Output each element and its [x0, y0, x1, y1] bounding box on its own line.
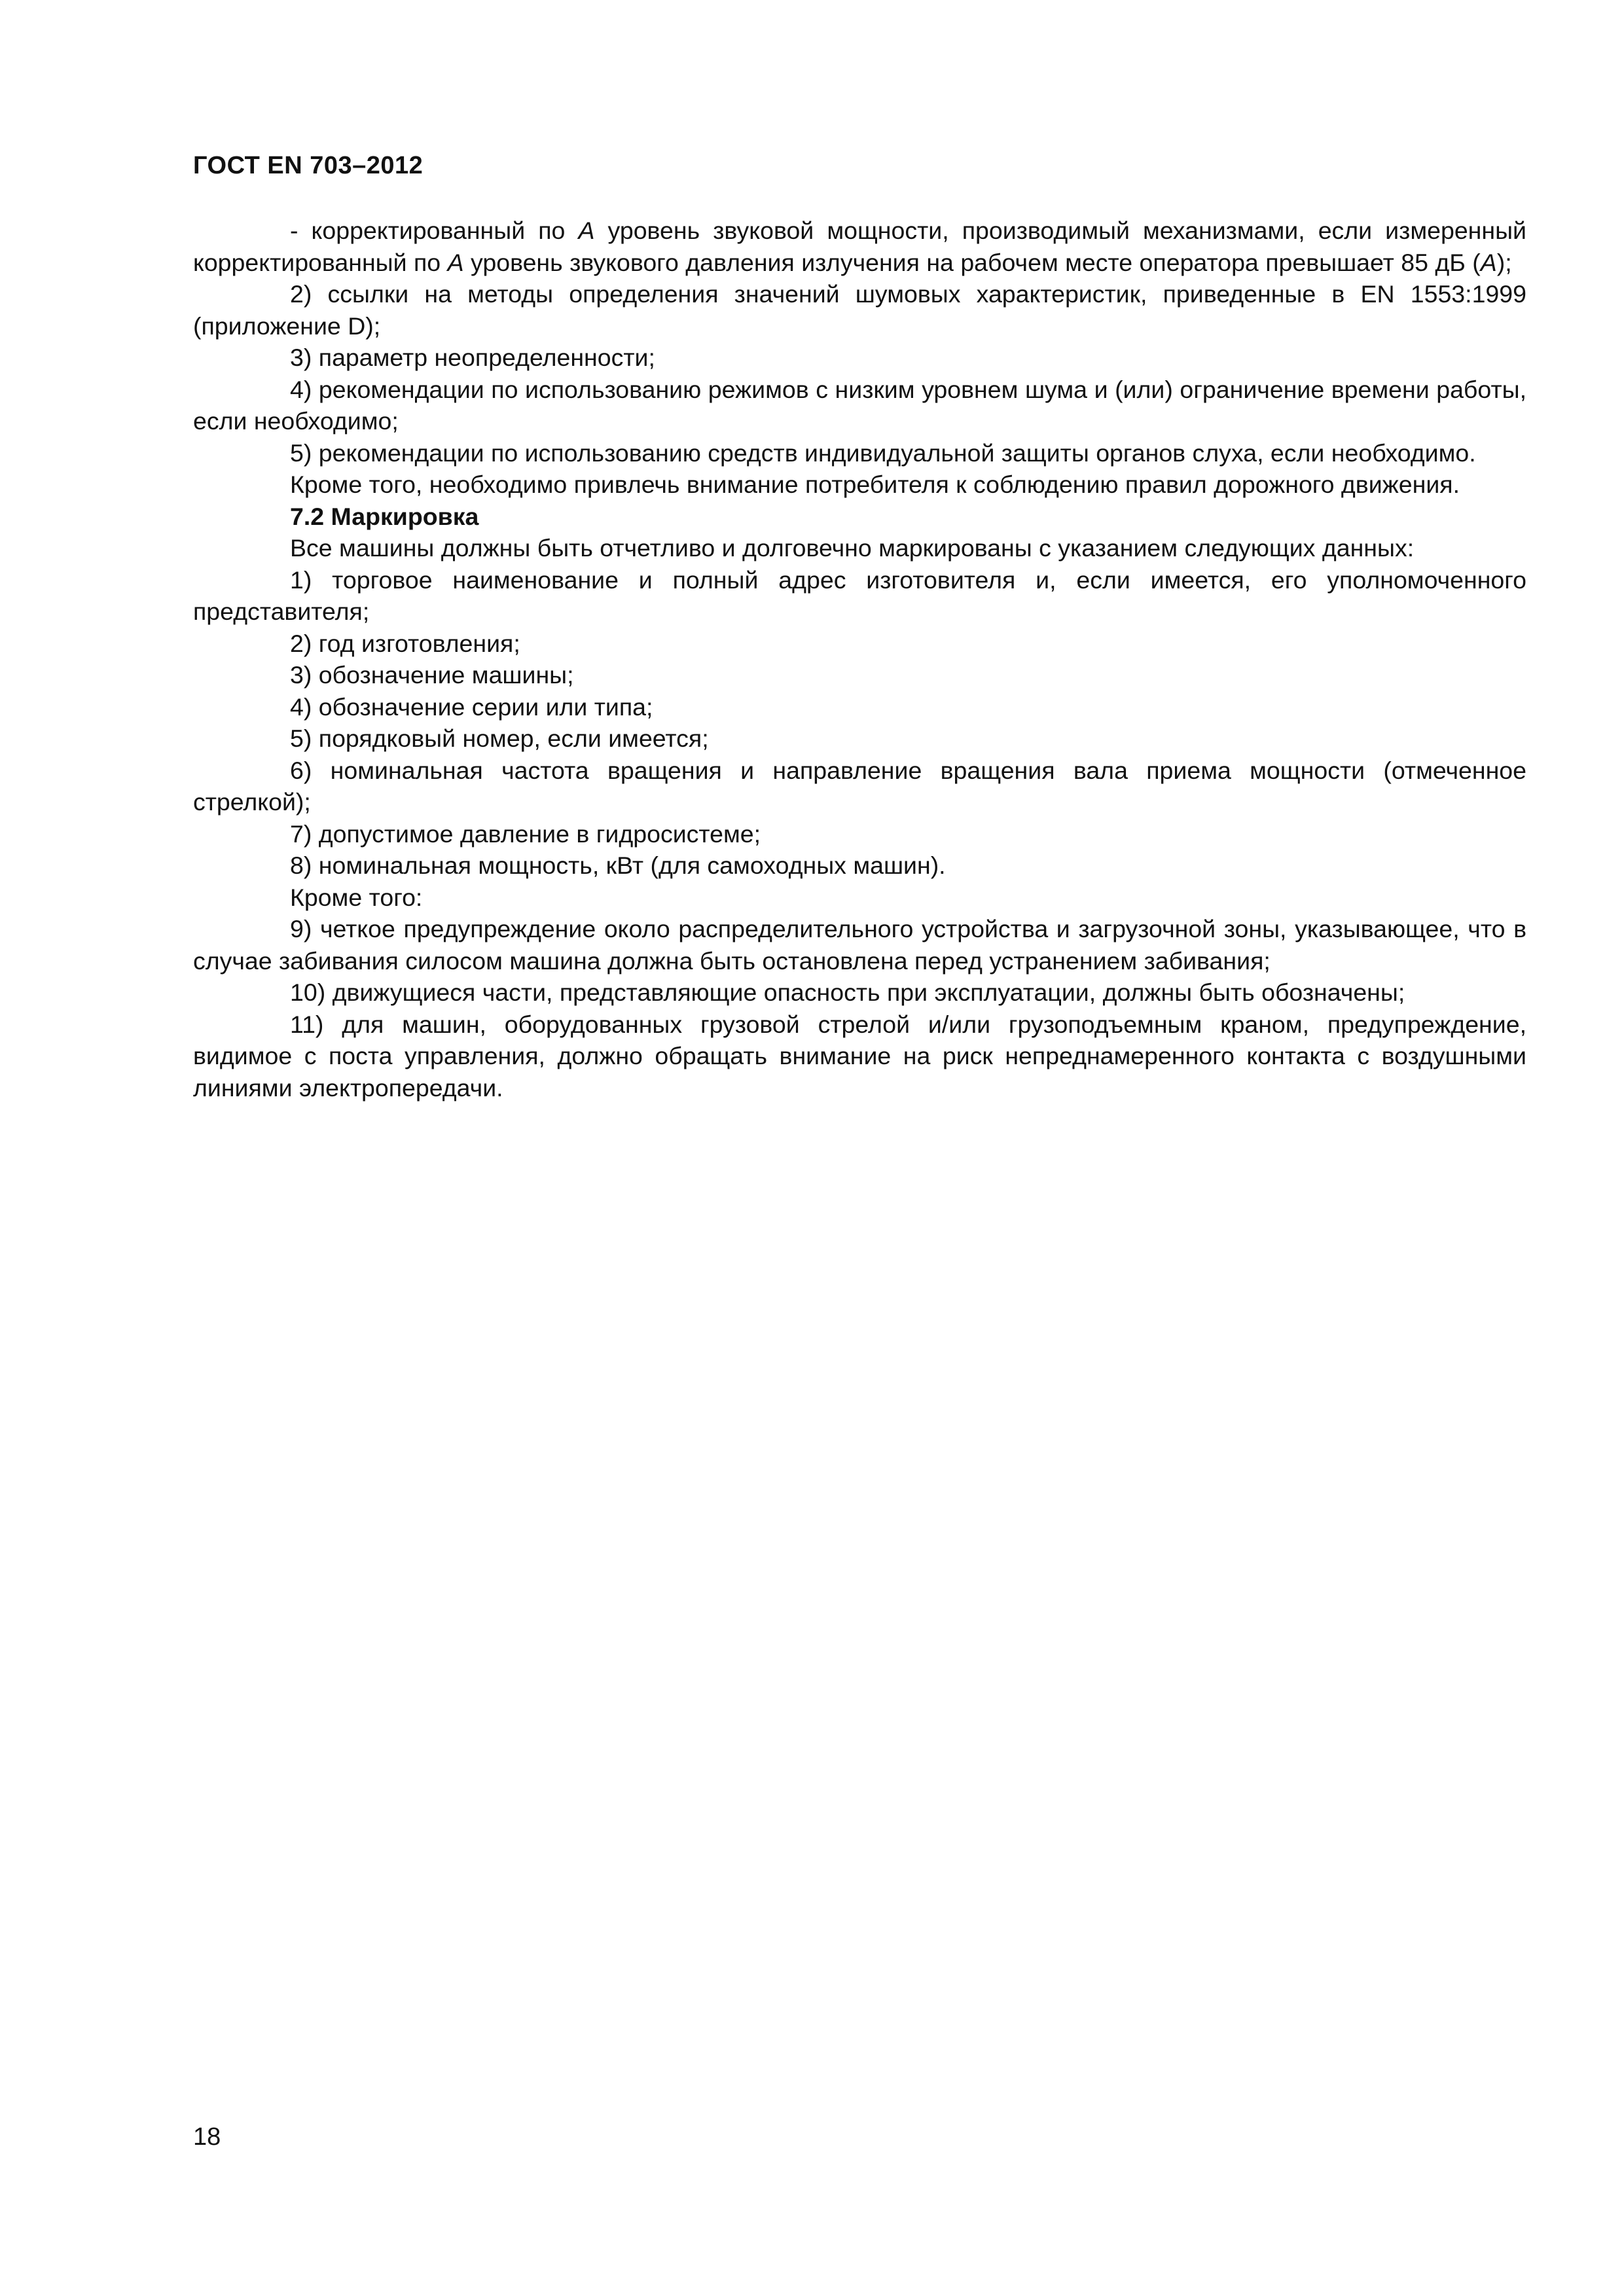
paragraph: [193, 913, 1526, 977]
page-number: 18: [193, 2123, 221, 2151]
text-segment: 3) обозначение машины;: [290, 661, 574, 689]
paragraph: [193, 215, 1526, 278]
text-segment: 5) порядковый номер, если имеется;: [290, 725, 709, 752]
text-segment: 6) номинальная частота вращения и направление вращения вала приема мощности (отмеченное стрелкой);: [193, 756, 1526, 816]
document-header: ГОСТ EN 703–2012: [193, 152, 424, 179]
document-body: [193, 215, 1526, 1103]
paragraph: [193, 437, 1526, 469]
text-segment: 2) год изготовления;: [290, 629, 520, 657]
text-segment: Кроме того:: [290, 883, 423, 911]
paragraph: [193, 532, 1526, 564]
text-segment: Кроме того, необходимо привлечь внимание потребителя к соблюдению правил дорожного движения.: [290, 471, 1460, 498]
paragraph: [193, 850, 1526, 882]
italic-symbol: A: [578, 217, 595, 244]
text-segment: 11) для машин, оборудованных грузовой стрелой и/или грузоподъемным краном, предупреждение, видимое с поста управления, должно обращать внимание на риск непреднамеренного контакта с воздушными линиями электропередачи.: [193, 1010, 1526, 1102]
text-segment: 2) ссылки на методы определения значений шумовых характеристик, приведенные в EN 1553:1999 (приложение D);: [193, 280, 1526, 340]
text-segment: Все машины должны быть отчетливо и долговечно маркированы с указанием следующих данных:: [290, 534, 1415, 562]
paragraph: [193, 374, 1526, 437]
italic-symbol: A: [1480, 248, 1497, 276]
paragraph: [193, 882, 1526, 914]
section-heading: [193, 501, 1526, 533]
text-segment: 1) торговое наименование и полный адрес изготовителя и, если имеется, его уполномоченного представителя;: [193, 565, 1526, 625]
paragraph: [193, 564, 1526, 628]
text-segment: 10) движущиеся части, представляющие опасность при эксплуатации, должны быть обозначены;: [290, 978, 1405, 1006]
paragraph: [193, 977, 1526, 1009]
italic-symbol: A: [447, 248, 464, 276]
text-segment: 4) обозначение серии или типа;: [290, 692, 653, 721]
paragraph: [193, 278, 1526, 342]
paragraph: [193, 342, 1526, 374]
text-segment: 8) номинальная мощность, кВт (для самоходных машин).: [290, 852, 946, 879]
paragraph: [193, 628, 1526, 660]
paragraph: [193, 469, 1526, 501]
text-segment: - корректированный по: [290, 217, 579, 244]
text-segment: 7.2 Маркировка: [290, 502, 479, 530]
text-segment: );: [1496, 248, 1512, 276]
text-segment: 4) рекомендации по использованию режимов с низким уровнем шума и (или) ограничение времени работы, если необходимо;: [193, 375, 1526, 435]
text-segment: 9) четкое предупреждение около распределительного устройства и загрузочной зоны, указывающее, что в случае забивания силосом машина должна быть остановлена перед устранением забивания;: [193, 915, 1526, 975]
text-segment: 3) параметр неопределенности;: [290, 344, 655, 371]
paragraph: [193, 1009, 1526, 1104]
paragraph: [193, 659, 1526, 691]
text-segment: уровень звуковой мощности, производимый механизмами, если измеренный корректированный по: [193, 217, 1526, 276]
text-segment: 5) рекомендации по использованию средств индивидуальной защиты органов слуха, если необходимо.: [290, 439, 1476, 467]
text-segment: уровень звукового давления излучения на рабочем месте оператора превышает 85 дБ (: [463, 248, 1481, 276]
text-segment: 7) допустимое давление в гидросистеме;: [290, 819, 761, 848]
paragraph: [193, 723, 1526, 755]
paragraph: [193, 691, 1526, 723]
paragraph: [193, 755, 1526, 818]
paragraph: [193, 818, 1526, 850]
